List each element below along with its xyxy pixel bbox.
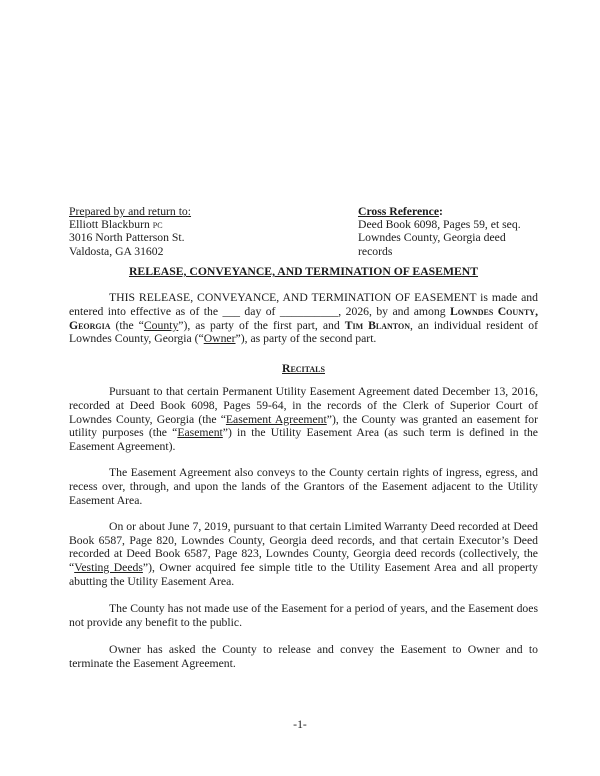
header-block: [69, 205, 538, 258]
document-title: RELEASE, CONVEYANCE, AND TERMINATION OF EASEMENT: [128, 264, 479, 278]
cross-reference-label: Cross Reference:: [358, 205, 443, 218]
recital-paragraph-4: The County has not made use of the Easement for a period of years, and the Easement does not provide any benefit to the public.: [69, 602, 538, 629]
preparer-name: Elliott Blackburn pc: [69, 218, 163, 232]
document-content: [69, 205, 538, 670]
page-number: -1-: [293, 718, 307, 731]
recital-paragraph-2: The Easement Agreement also conveys to the County certain rights of ingress, egress, and recess over, through, and upon the lands of the Grantors of the Easement adjacent to the Utility Easement Area.: [69, 466, 538, 507]
preparer-address-line2: Valdosta, GA 31602: [69, 244, 164, 258]
cross-reference-line2: Lowndes County, Georgia deed records: [358, 231, 506, 258]
recital-paragraph-5: Owner has asked the County to release and convey the Easement to Owner and to terminate the Easement Agreement.: [69, 643, 538, 670]
cross-reference-block: [358, 205, 538, 258]
recital-paragraph-3: On or about June 7, 2019, pursuant to that certain Limited Warranty Deed recorded at Deed Book 6587, Page 820, Lowndes County, Georgia deed records, and that certain Executor’s Deed recorded at Deed Book 6587, Page 823, Lowndes County, Georgia deed records (collectively, the “Vesting Deeds”), Owner acquired fee simple title to the Utility Easement Area and all property abutting the Utility Easement Area.: [69, 520, 538, 588]
recitals-heading: Recitals: [282, 361, 325, 375]
cross-reference-line1: Deed Book 6098, Pages 59, et seq.: [358, 218, 521, 232]
prepared-by-block: [69, 205, 191, 258]
intro-paragraph: THIS RELEASE, CONVEYANCE, AND TERMINATION OF EASEMENT is made and entered into effective as of the ___ day of __________, 2026, by and among Lowndes County, Georgia (the “County”), as party of the first part, and Tim Blanton, an individual resident of Lowndes County, Georgia (“Owner”), as party of the second part.: [69, 291, 539, 346]
prepared-by-label: Prepared by and return to:: [69, 205, 192, 218]
preparer-address-line1: 3016 North Patterson St.: [69, 231, 185, 245]
recital-paragraph-1: Pursuant to that certain Permanent Utility Easement Agreement dated December 13, 2016, recorded at Deed Book 6098, Pages 59-64, in the records of the Clerk of Superior Court of Lowndes County, Georgia (the “Easement Agreement”), the County was granted an easement for utility purposes (the “Easement”) in the Utility Easement Area (as such term is defined in the Easement Agreement).: [69, 385, 538, 453]
